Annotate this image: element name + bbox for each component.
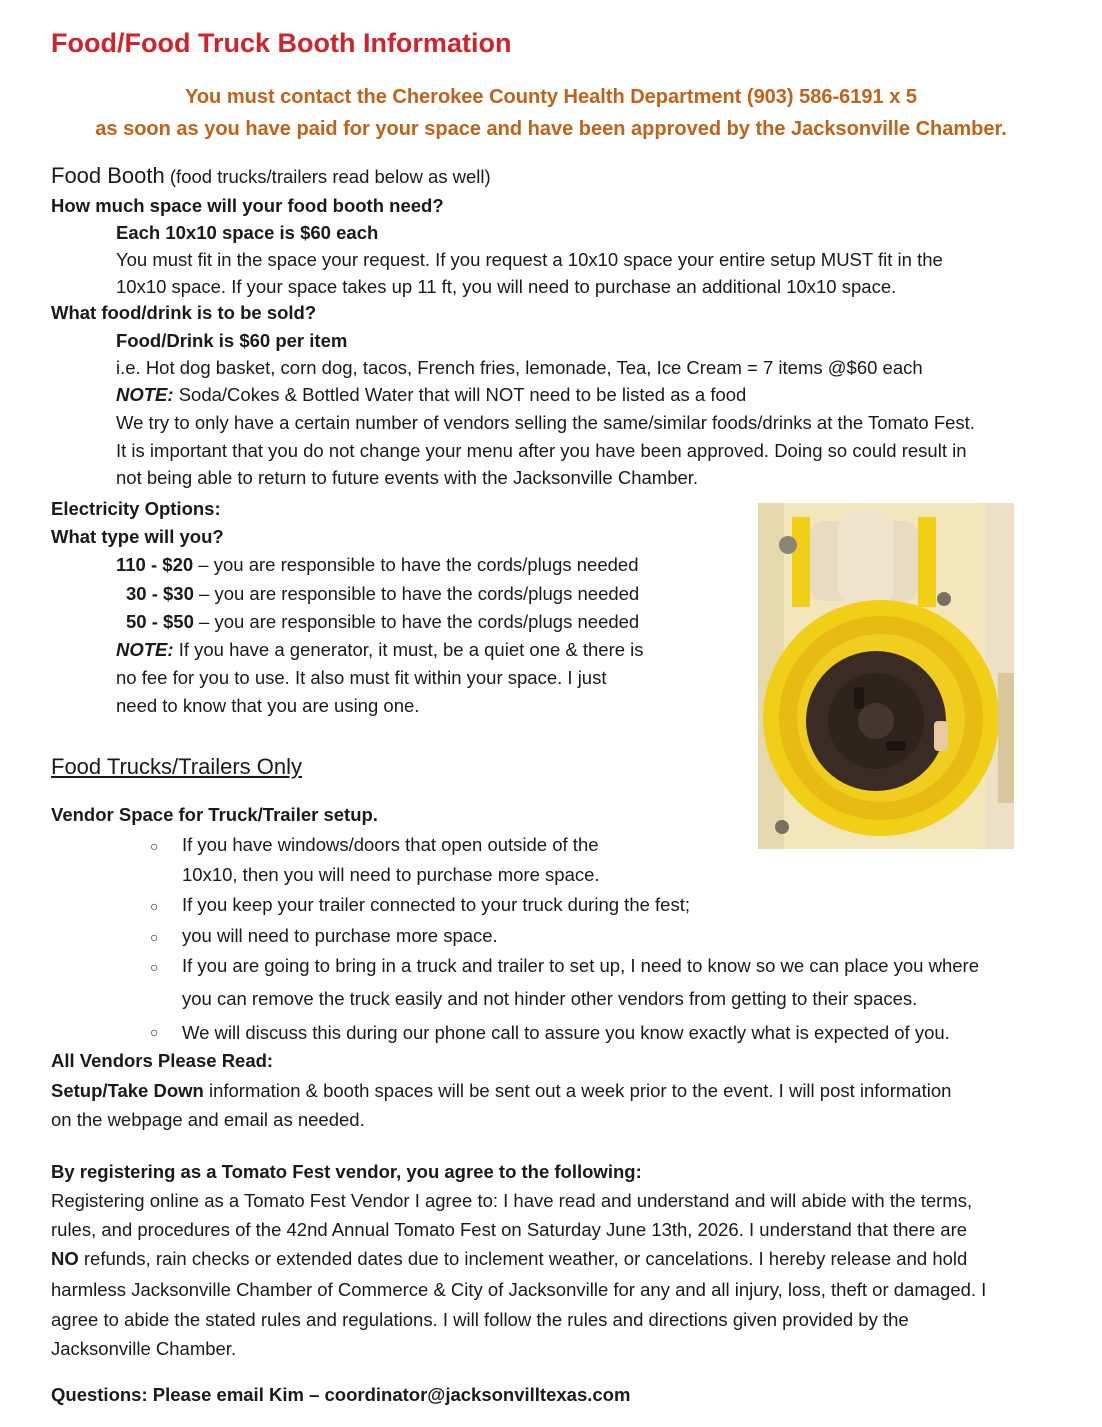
food-booth-heading-note: (food trucks/trailers read below as well) (169, 166, 491, 187)
setup-line1 (51, 1079, 951, 1103)
food-note-label: NOTE: (116, 384, 174, 405)
page-title: Food/Food Truck Booth Information (51, 28, 512, 58)
setup-label: Setup/Take Down (51, 1080, 204, 1101)
health-dept-notice-line1: You must contact the Cherokee County Health Department (903) 586-6191 x 5 (184, 86, 918, 108)
agreement-line4: harmless Jacksonville Chamber of Commerce & City of Jacksonville for any and all injury, loss, theft or damaged. I (51, 1279, 987, 1300)
food-booth-heading: Food Booth (51, 163, 165, 188)
agreement-line5: agree to abide the stated rules and regulations. I will follow the rules and directions given provided by the (51, 1309, 909, 1330)
electricity-option-label: 50 - $50 (126, 611, 194, 632)
space-rule-line1: You must fit in the space your request. If you request a 10x10 space your entire setup MUST fit in the (116, 249, 943, 270)
electricity-option-text: – you are responsible to have the cords/plugs needed (199, 583, 640, 604)
truck-bullet-item (150, 1019, 158, 1044)
truck-bullet-text: If you keep your trailer connected to your truck during the fest; (182, 894, 690, 915)
vendor-limit-line3: not being able to return to future events with the Jacksonville Chamber. (116, 467, 699, 488)
agreement-no: NO (51, 1248, 79, 1269)
food-booth-heading-row (51, 164, 491, 189)
bullet-circle-icon: ○ (150, 898, 159, 914)
setup-line2: on the webpage and email as needed. (51, 1109, 365, 1130)
electricity-option (126, 582, 639, 606)
food-note-text: Soda/Cokes & Bottled Water that will NOT need to be listed as a food (178, 384, 747, 405)
truck-bullet-item (150, 924, 158, 949)
bullet-circle-icon: ○ (150, 959, 159, 975)
agreement-heading: By registering as a Tomato Fest vendor, you agree to the following: (51, 1161, 642, 1182)
food-example: i.e. Hot dog basket, corn dog, tacos, French fries, lemonade, Tea, Ice Cream = 7 items @$60 each (116, 357, 923, 378)
truck-bullet-text: you can remove the truck easily and not hinder other vendors from getting to their spaces. (182, 988, 918, 1009)
questions-contact: Questions: Please email Kim – coordinator@jacksonvilltexas.com (51, 1384, 631, 1405)
food-question: What food/drink is to be sold? (51, 302, 317, 323)
bullet-circle-icon: ○ (150, 929, 159, 945)
truck-bullet-text: 10x10, then you will need to purchase more space. (182, 864, 600, 885)
food-note (116, 383, 746, 407)
agreement-line6: Jacksonville Chamber. (51, 1338, 237, 1359)
truck-bullet-text: you will need to purchase more space. (182, 925, 498, 946)
agreement-line3 (51, 1247, 967, 1271)
bullet-circle-icon: ○ (150, 838, 159, 854)
generator-note-label: NOTE: (116, 639, 174, 660)
truck-bullet-text: If you are going to bring in a truck and trailer to set up, I need to know so we can place you where (182, 955, 979, 976)
electricity-option-text: – you are responsible to have the cords/plugs needed (199, 611, 640, 632)
space-rule-line2: 10x10 space. If your space takes up 11 ft, you will need to purchase an additional 10x10 space. (116, 276, 897, 297)
truck-bullet-text: We will discuss this during our phone call to assure you know exactly what is expected of you. (182, 1022, 950, 1043)
health-dept-notice-line2: as soon as you have paid for your space and have been approved by the Jacksonville Chamber. (95, 118, 1007, 140)
bullet-circle-icon: ○ (150, 1024, 159, 1040)
generator-note-line2: no fee for you to use. It also must fit within your space. I just (116, 667, 607, 688)
agreement-line2: rules, and procedures of the 42nd Annual Tomato Fest on Saturday June 13th, 2026. I understand that there are (51, 1219, 968, 1240)
agreement-line1: Registering online as a Tomato Fest Vendor I agree to: I have read and understand and will abide with the terms, (51, 1190, 973, 1211)
electricity-option-label: 30 - $30 (126, 583, 194, 604)
truck-bullet-item (150, 954, 158, 979)
electricity-option-label: 110 - $20 (116, 554, 194, 575)
generator-note-text: If you have a generator, it must, be a quiet one & there is (178, 639, 644, 660)
outlet-photo (758, 503, 1014, 849)
generator-note-line3: need to know that you are using one. (116, 695, 420, 716)
setup-text: information & booth spaces will be sent out a week prior to the event. I will post information (208, 1080, 952, 1101)
agreement-line3-text: refunds, rain checks or extended dates due to inclement weather, or cancelations. I hereby release and hold (83, 1248, 968, 1269)
electricity-option (126, 610, 639, 634)
vendor-limit-line2: It is important that you do not change your menu after you have been approved. Doing so could result in (116, 440, 967, 461)
space-price: Each 10x10 space is $60 each (116, 222, 379, 243)
truck-bullet-item (150, 833, 158, 858)
generator-note-line1 (116, 638, 644, 662)
trucks-heading: Food Trucks/Trailers Only (51, 754, 303, 779)
trucks-subheading: Vendor Space for Truck/Trailer setup. (51, 804, 378, 825)
truck-bullet-text: If you have windows/doors that open outside of the (182, 834, 599, 855)
food-price: Food/Drink is $60 per item (116, 330, 348, 351)
electricity-question: What type will you? (51, 526, 224, 547)
electricity-option-text: – you are responsible to have the cords/plugs needed (198, 554, 639, 575)
space-question: How much space will your food booth need? (51, 195, 444, 216)
electricity-heading: Electricity Options: (51, 498, 221, 519)
twist-lock-outlet-icon (758, 503, 1014, 849)
vendor-limit-line1: We try to only have a certain number of vendors selling the same/similar foods/drinks at the Tomato Fest. (116, 412, 975, 433)
all-vendors-heading: All Vendors Please Read: (51, 1050, 274, 1071)
electricity-option (116, 553, 639, 577)
truck-bullet-item (150, 893, 158, 918)
